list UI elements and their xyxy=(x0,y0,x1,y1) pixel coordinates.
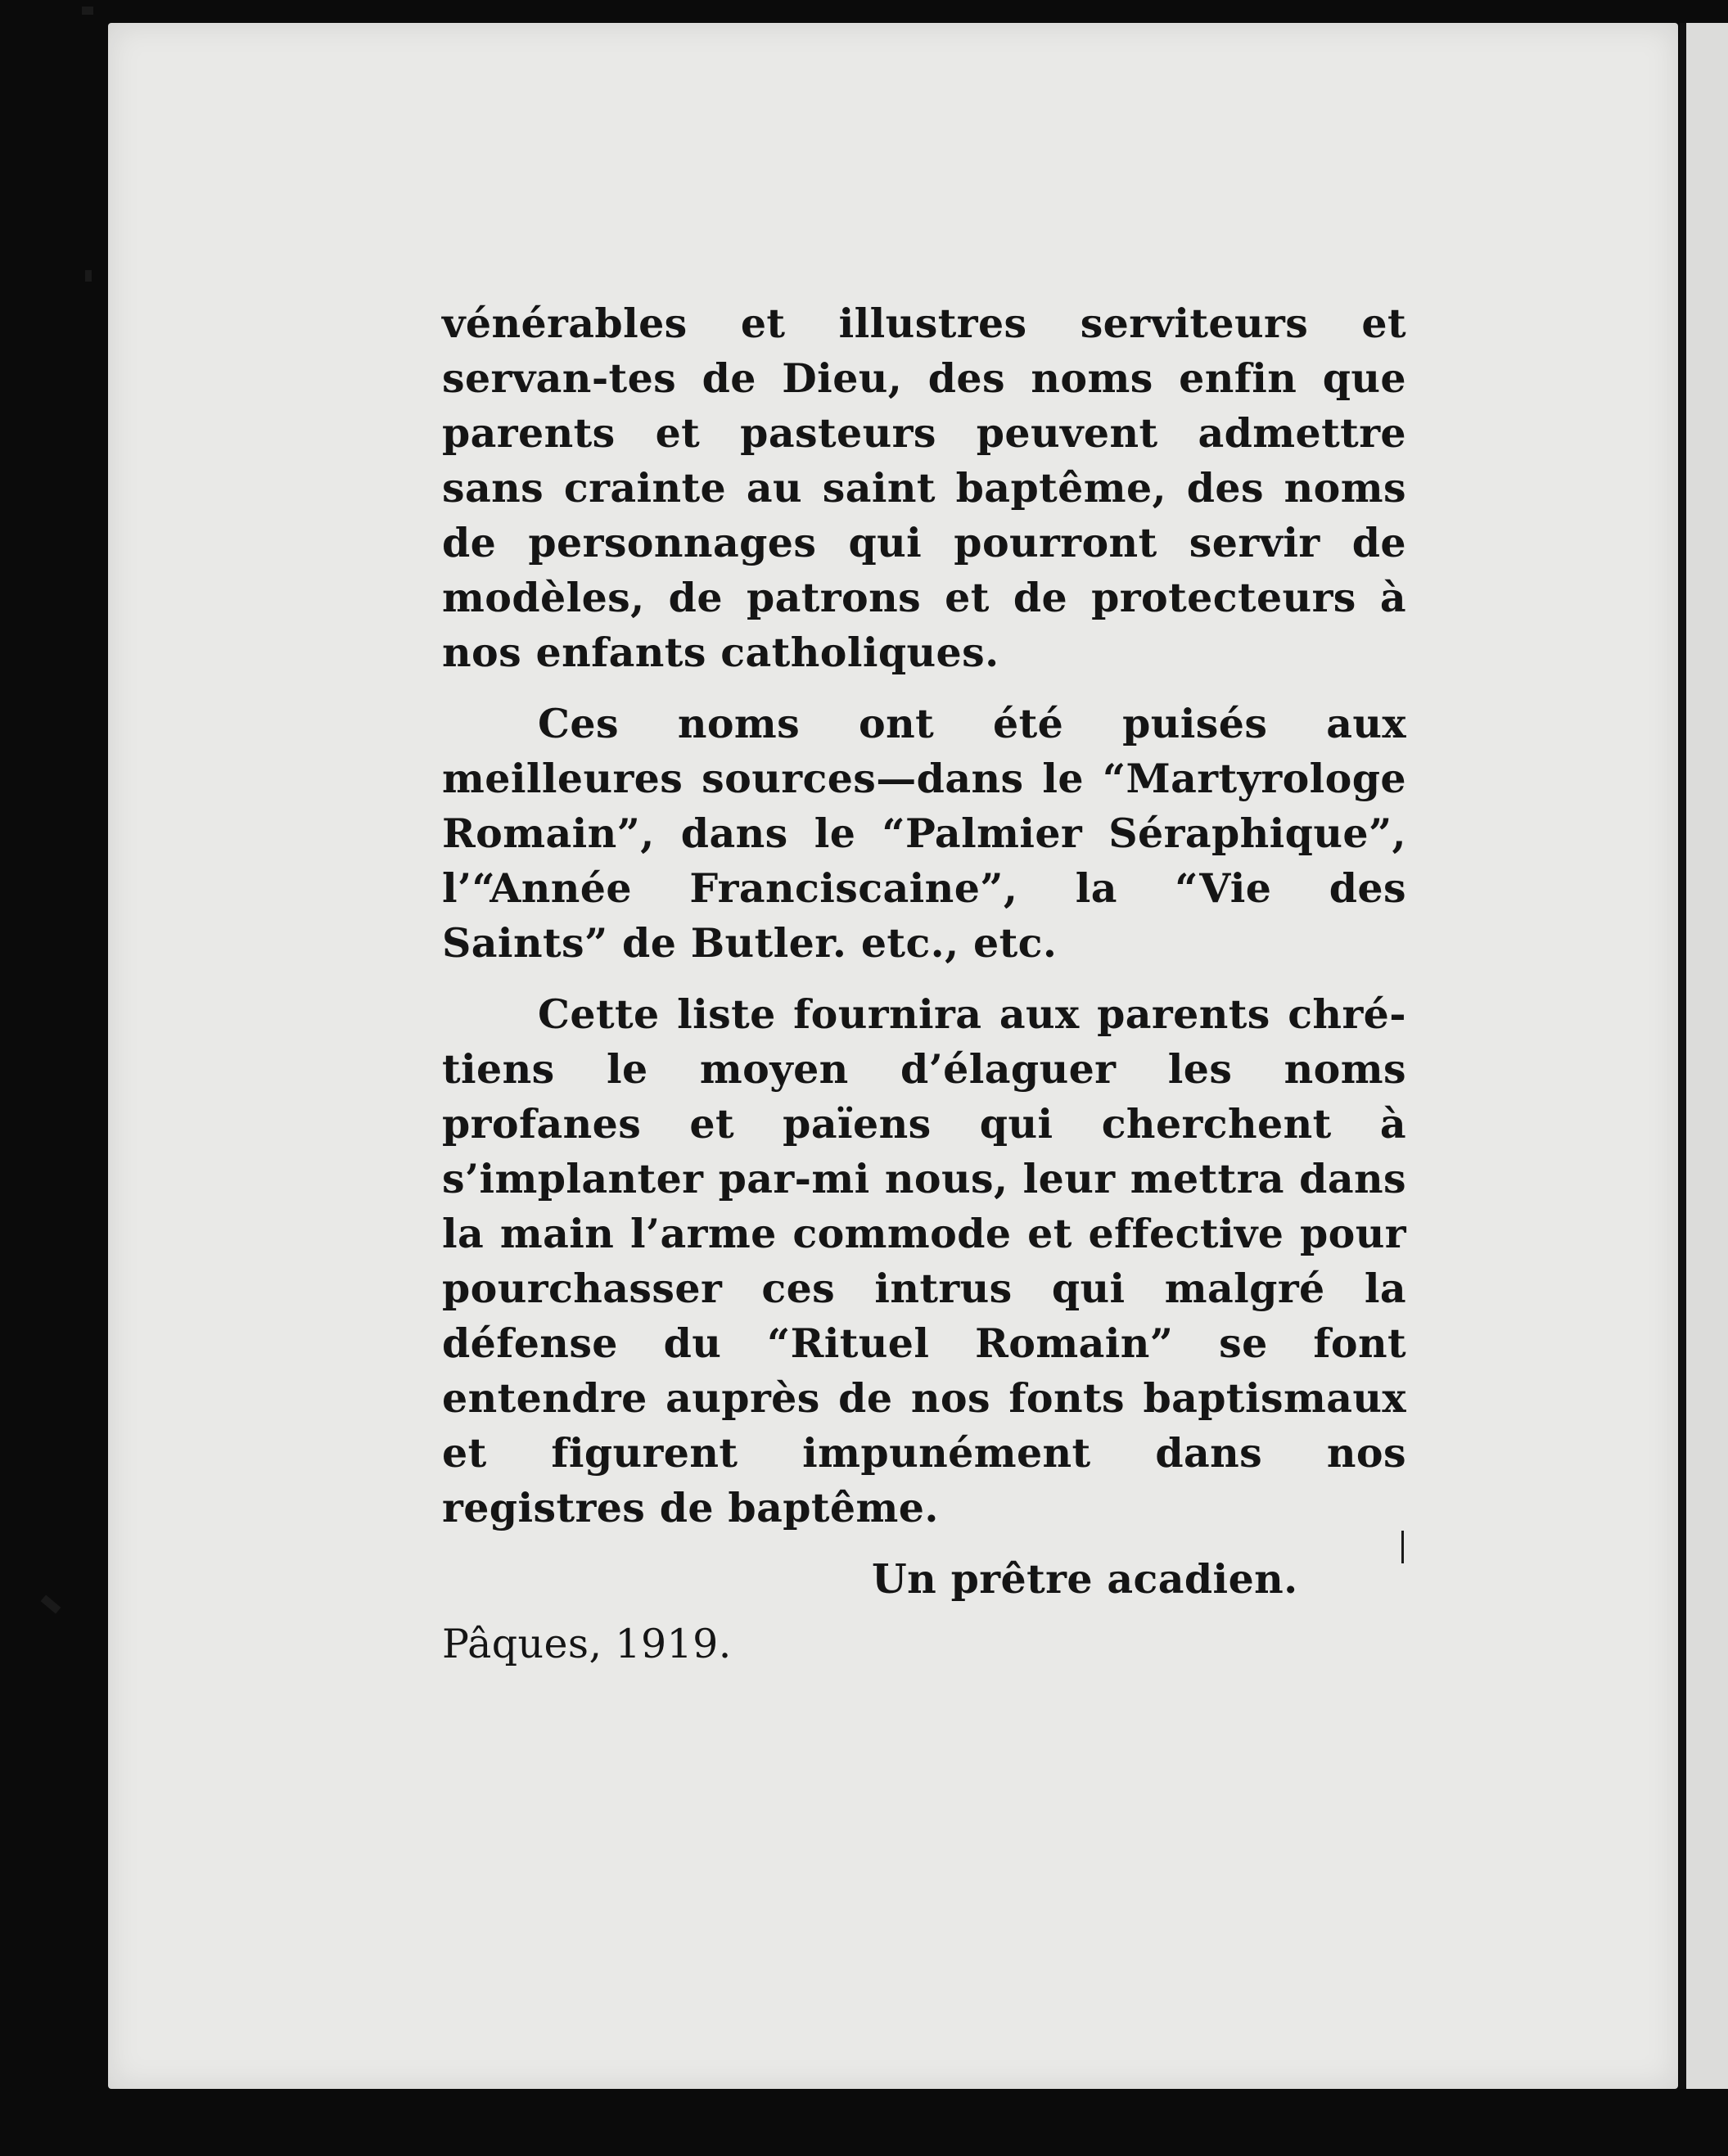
scan-speck xyxy=(82,7,93,15)
paragraph-2: Ces noms ont été puisés aux meilleures sources—dans le “Martyrologe Romain”, dans le “Palmier Séraphique”, l’“Année Franciscaine”, la “Vie des Saints” de Butler. etc., etc. xyxy=(442,700,1406,967)
signature: Un prêtre acadien. xyxy=(872,1555,1298,1603)
scan-speck xyxy=(41,1594,61,1613)
scan-bottom-border xyxy=(0,2089,1728,2156)
paragraph-1: vénérables et illustres serviteurs et servan-tes de Dieu, des noms enfin que parents et pasteurs peuvent admettre sans crainte au saint baptême, des noms de personnages qui pourront servir de modèles, de patrons et de protecteurs à nos enfants catholiques. xyxy=(442,300,1406,676)
paragraph-3: Cette liste fournira aux parents chré-tiens le moyen d’élaguer les noms profanes et païens qui cherchent à s’implanter par-mi nous, leur mettra dans la main l’arme commode et effective pour pourchasser ces intrus qui malgré la défense du “Rituel Romain” se font entendre auprès de nos fonts baptismaux et figurent impunément dans nos registres de baptême. xyxy=(442,990,1406,1531)
text-block xyxy=(442,296,1406,1671)
adjacent-page-edge xyxy=(1680,23,1728,2156)
scan-speck xyxy=(85,270,92,282)
date-line: Pâques, 1919. xyxy=(442,1621,732,1667)
page-gutter-line xyxy=(1680,23,1686,2156)
